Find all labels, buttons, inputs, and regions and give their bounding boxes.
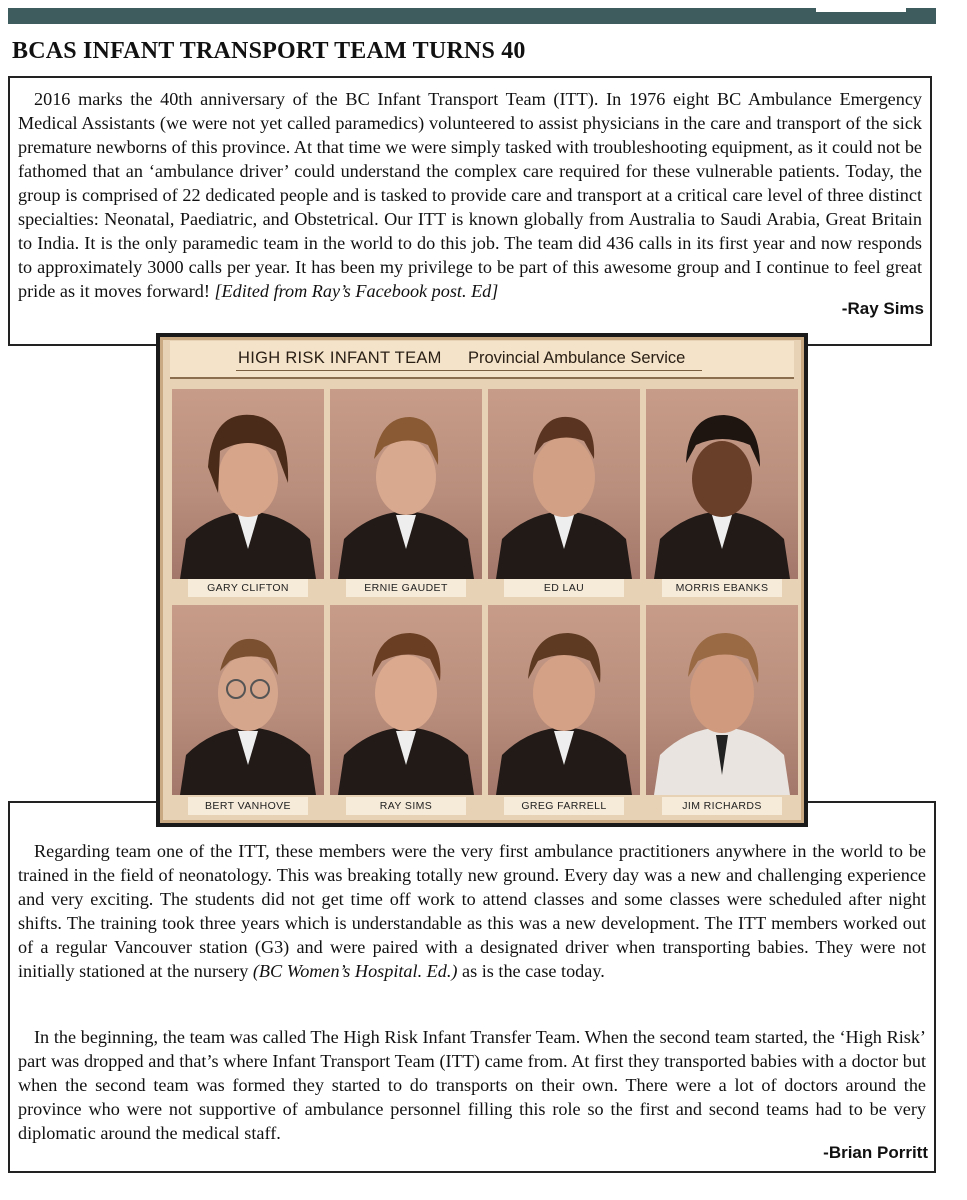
portrait-gary-clifton bbox=[172, 389, 324, 579]
history-paragraph-1 bbox=[18, 839, 926, 983]
history-paragraph-2 bbox=[18, 1025, 926, 1145]
portrait-ray-sims bbox=[330, 605, 482, 795]
nameplate-bert-vanhove: BERT VANHOVE bbox=[188, 797, 308, 815]
nameplate-ed-lau: ED LAU bbox=[504, 579, 624, 597]
nameplate-ray-sims: RAY SIMS bbox=[346, 797, 466, 815]
photo-header-underline bbox=[236, 370, 702, 371]
photo-header-left: HIGH RISK INFANT TEAM bbox=[238, 349, 442, 367]
article-intro-text bbox=[18, 87, 922, 303]
header-bar-gap bbox=[816, 6, 906, 12]
nameplate-ernie-gaudet: ERNIE GAUDET bbox=[346, 579, 466, 597]
editor-note: [Edited from Ray’s Facebook post. Ed] bbox=[214, 281, 499, 301]
team-photo bbox=[156, 333, 808, 827]
portrait-ed-lau bbox=[488, 389, 640, 579]
photo-caption-header bbox=[170, 341, 794, 379]
history-editor-note: (BC Women’s Hospital. Ed.) bbox=[252, 961, 458, 981]
portrait-greg-farrell bbox=[488, 605, 640, 795]
article-intro-body: 2016 marks the 40th anniversary of the BC Infant Transport Team (ITT). In 1976 eight BC Ambulance Emergency Medical Assistants (we were not yet called paramedics) volunteered to assist physicians in the care and transport of the sick premature newborns of this province. At that time we were simply tasked with troubleshooting equipment, as it could not be fathomed that an ‘ambulance driver’ could understand the complex care required for these vulnerable patients. Today, the group is comprised of 22 dedicated people and is tasked to provide care and transport at a critical care level of three distinct specialties: Neonatal, Paediatric, and Obstetrical. Our ITT is known globally from Australia to Saudi Arabia, Great Britain to India. It is the only paramedic team in the world to do this job. The team did 436 calls in its first year and now responds to approximately 3000 calls per year. It has been my privilege to be part of this awesome group and I continue to feel great pride as it moves forward! bbox=[18, 89, 922, 301]
portrait-morris-ebanks bbox=[646, 389, 798, 579]
article-history-box bbox=[8, 801, 936, 1173]
photo-header-right: Provincial Ambulance Service bbox=[468, 349, 686, 367]
article-intro-box bbox=[8, 76, 932, 346]
nameplate-greg-farrell: GREG FARRELL bbox=[504, 797, 624, 815]
history-paragraph-1-end: as is the case today. bbox=[462, 961, 605, 981]
nameplate-gary-clifton: GARY CLIFTON bbox=[188, 579, 308, 597]
portrait-ernie-gaudet bbox=[330, 389, 482, 579]
page-title: BCAS INFANT TRANSPORT TEAM TURNS 40 bbox=[12, 38, 526, 64]
history-paragraph-1-body: Regarding team one of the ITT, these members were the very first ambulance practitioners anywhere in the world to be trained in the field of neonatology. This was breaking totally new ground. Every day was a new and challenging experience and very exciting. The students did not get time off work to attend classes and some classes were scheduled after night shifts. The training took three years which is understandable as this was a new development. The ITT members worked out of a regular Vancouver station (G3) and were paired with a designated driver when transporting babies. They were not initially stationed at the nursery bbox=[18, 841, 926, 981]
portrait-jim-richards bbox=[646, 605, 798, 795]
nameplate-jim-richards: JIM RICHARDS bbox=[662, 797, 782, 815]
header-bar bbox=[8, 8, 936, 24]
signature-brian-porritt: -Brian Porritt bbox=[823, 1143, 928, 1162]
history-paragraph-2-body: In the beginning, the team was called The High Risk Infant Transfer Team. When the second team started, the ‘High Risk’ part was dropped and that’s where Infant Transport Team (ITT) came from. At first they transported babies with a doctor but when the second team was formed they started to do transports on their own. There were a lot of doctors around the province who were not supportive of ambulance personnel filling this role so the first and second teams had to be very diplomatic around the medical staff. bbox=[18, 1027, 926, 1143]
portrait-bert-vanhove bbox=[172, 605, 324, 795]
nameplate-morris-ebanks: MORRIS EBANKS bbox=[662, 579, 782, 597]
signature-ray-sims: -Ray Sims bbox=[841, 299, 924, 318]
